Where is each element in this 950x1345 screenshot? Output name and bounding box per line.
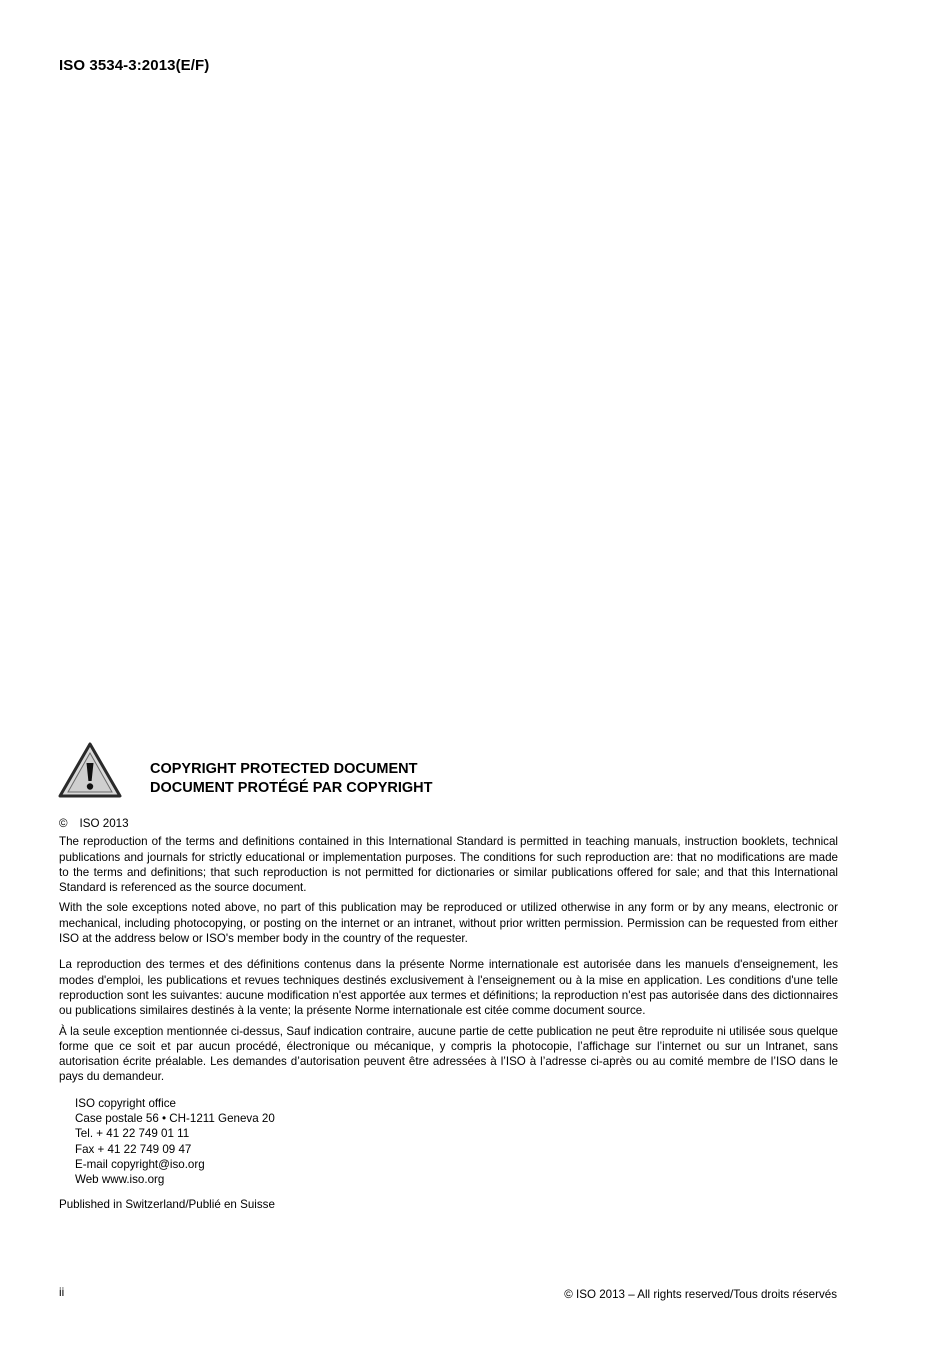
- address-web: Web www.iso.org: [75, 1173, 165, 1187]
- heading-french: DOCUMENT PROTÉGÉ PAR COPYRIGHT: [150, 780, 433, 796]
- address-fax: Fax + 41 22 749 09 47: [75, 1142, 192, 1156]
- page-number: ii: [59, 1286, 65, 1299]
- address-email: E-mail copyright@iso.org: [75, 1157, 205, 1171]
- iso-address: [75, 1096, 838, 1188]
- address-postal: Case postale 56 • CH-1211 Geneva 20: [75, 1112, 275, 1126]
- paragraph-en-2: With the sole exceptions noted above, no part of this publication may be reproduced or utilized otherwise in any form or by any means, electronic or mechanical, including photocopying, or posting on the internet or an intranet, without prior written permission. Permission can be requested from either ISO at the address below or ISO's member body in the country of the requester.: [59, 901, 838, 946]
- warning-triangle-icon: [57, 741, 123, 799]
- copyright-notice: [59, 816, 838, 1212]
- copyright-year: ISO 2013: [79, 817, 129, 830]
- document-id: ISO 3534-3:2013(E/F): [59, 57, 210, 74]
- copyright-symbol: ©: [59, 817, 68, 830]
- address-tel: Tel. + 41 22 749 01 11: [75, 1127, 190, 1141]
- address-office: ISO copyright office: [75, 1096, 176, 1110]
- published-line: Published in Switzerland/Publié en Suisse: [59, 1197, 275, 1211]
- copyright-line: [59, 816, 838, 831]
- paragraph-fr-2: À la seule exception mentionnée ci-dessus, Sauf indication contraire, aucune partie de cette publication ne peut être reproduite ni utilisée sous quelque forme que ce soit et par aucun procédé, électronique ou mécanique, y compris la photocopie, l’affichage sur l’internet ou sur un Intranet, sans autorisation écrite préalable. Les demandes d’autorisation peuvent être adressées à l’ISO à l’adresse ci-après ou au comité membre de l’ISO dans le pays du demandeur.: [59, 1024, 838, 1084]
- heading-english: COPYRIGHT PROTECTED DOCUMENT: [150, 761, 418, 777]
- paragraph-fr-1: La reproduction des termes et des définitions contenus dans la présente Norme internationale est autorisée dans les manuels d'enseignement, les modes d'emploi, les publications et revues techniques destinés exclusivement à l'enseignement ou à la mise en application. Les conditions d'une telle reproduction sont les suivantes: aucune modification n'est apportée aux termes et définitions; la reproduction n'est pas autorisée dans des dictionnaires ou publications similaires destinés à la vente; la présente Norme internationale est citée comme document source.: [59, 958, 838, 1018]
- copyright-heading: [150, 760, 433, 798]
- footer-rights: © ISO 2013 – All rights reserved/Tous droits réservés: [564, 1288, 837, 1301]
- paragraph-en-1: The reproduction of the terms and definitions contained in this International Standard is permitted in teaching manuals, instruction booklets, technical publications and journals for strictly educational or implementation purposes. The conditions for such reproduction are: that no modifications are made to the terms and definitions; that such reproduction is not permitted for dictionaries or similar publications offered for sale; and that this International Standard is referenced as the source document.: [59, 835, 838, 895]
